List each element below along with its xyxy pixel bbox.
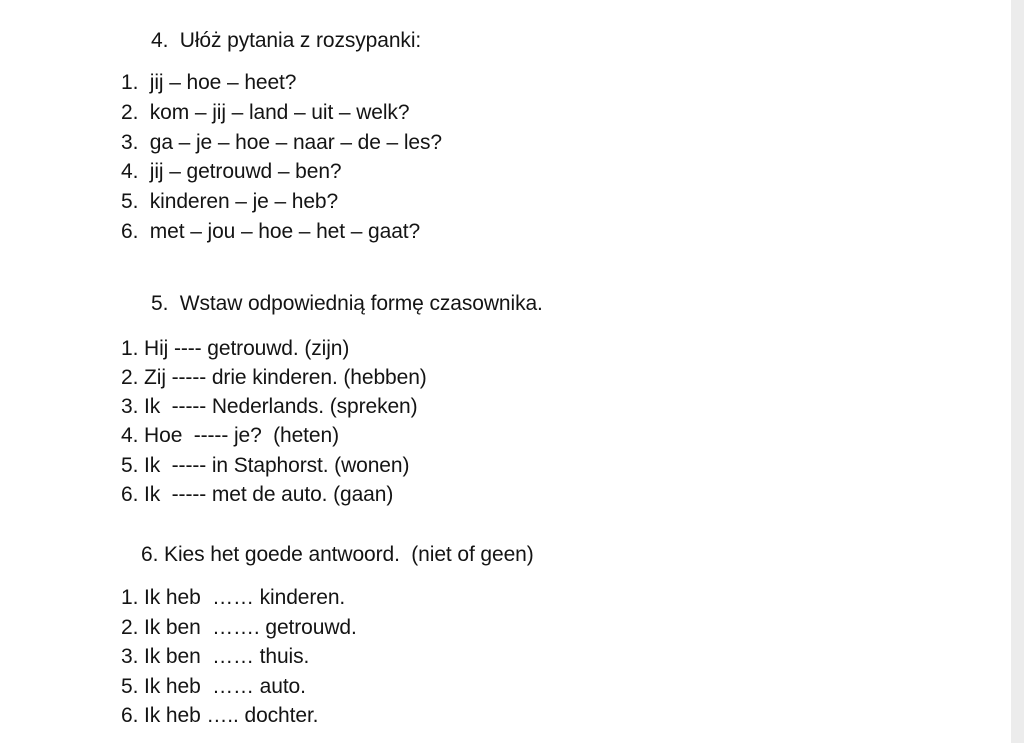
section-5-item-2: 2. Zij ----- drie kinderen. (hebben) bbox=[121, 366, 427, 389]
section-6-item-1: 1. Ik heb …… kinderen. bbox=[121, 586, 346, 609]
section-4-item-6: 6. met – jou – hoe – het – gaat? bbox=[121, 220, 421, 243]
section-5-item-4: 4. Hoe ----- je? (heten) bbox=[121, 424, 339, 447]
section-4-item-4: 4. jij – getrouwd – ben? bbox=[121, 160, 342, 183]
section-6-item-4: 5. Ik heb …… auto. bbox=[121, 675, 306, 698]
section-5-item-1: 1. Hij ---- getrouwd. (zijn) bbox=[121, 337, 350, 360]
section-4-item-5: 5. kinderen – je – heb? bbox=[121, 190, 339, 213]
section-4-heading: 4. Ułóż pytania z rozsypanki: bbox=[151, 29, 422, 52]
section-6-item-5: 6. Ik heb ….. dochter. bbox=[121, 704, 319, 727]
section-5-item-3: 3. Ik ----- Nederlands. (spreken) bbox=[121, 395, 418, 418]
section-6-heading: 6. Kies het goede antwoord. (niet of geen) bbox=[141, 543, 534, 566]
section-5-item-6: 6. Ik ----- met de auto. (gaan) bbox=[121, 483, 394, 506]
section-6-item-2: 2. Ik ben ……. getrouwd. bbox=[121, 616, 357, 639]
section-5-item-5: 5. Ik ----- in Staphorst. (wonen) bbox=[121, 454, 410, 477]
section-4-item-3: 3. ga – je – hoe – naar – de – les? bbox=[121, 131, 442, 154]
section-5-heading: 5. Wstaw odpowiednią formę czasownika. bbox=[151, 292, 543, 315]
section-4-item-1: 1. jij – hoe – heet? bbox=[121, 71, 297, 94]
section-4-item-2: 2. kom – jij – land – uit – welk? bbox=[121, 101, 410, 124]
section-6-item-3: 3. Ik ben …… thuis. bbox=[121, 645, 310, 668]
